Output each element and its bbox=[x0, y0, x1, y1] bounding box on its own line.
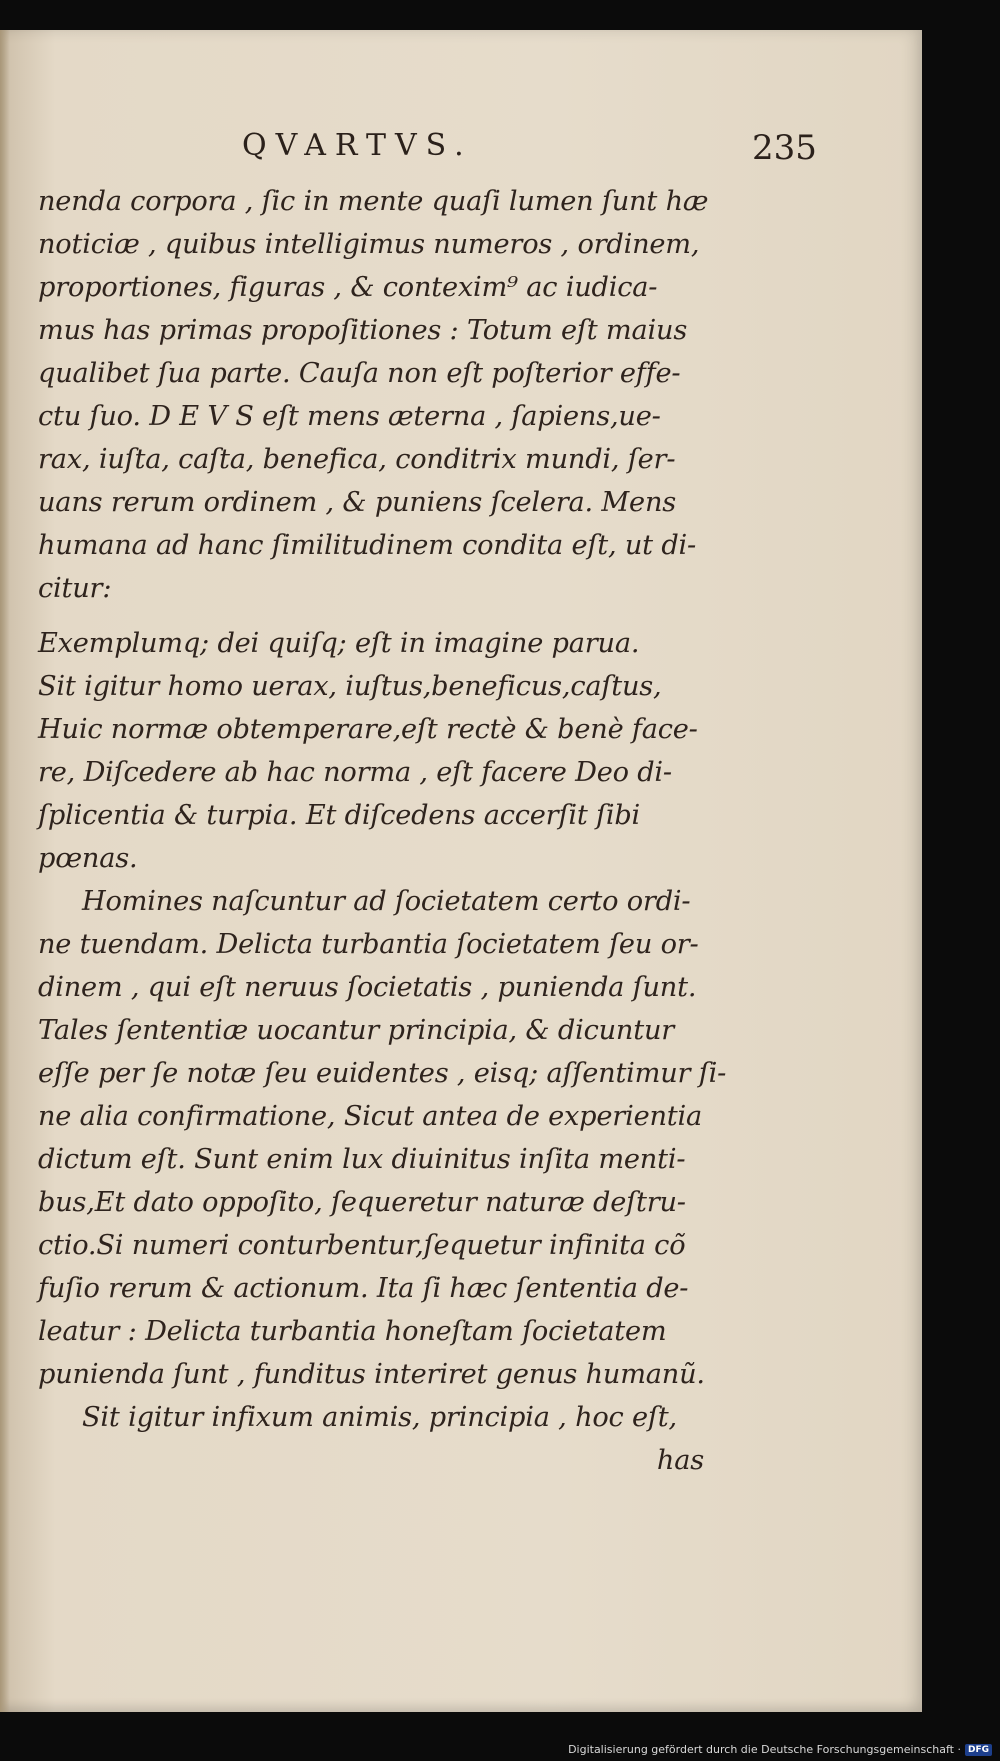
credit-text: Digitalisierung gefördert durch die Deutsche Forschungsgemeinschaft · bbox=[568, 1743, 961, 1756]
text-line: mus has primas propoſitiones : Totum eſt maius bbox=[38, 315, 688, 346]
text-line: pœnas. bbox=[38, 843, 138, 874]
text-line: Tales ſententiæ uocantur principia, & dicuntur bbox=[38, 1015, 675, 1046]
text-line: rax, iuſta, caſta, benefica, conditrix mundi, ſer- bbox=[38, 444, 676, 475]
text-line: uans rerum ordinem , & puniens ſcelera. Mens bbox=[38, 487, 677, 518]
dfg-logo: DFG bbox=[965, 1744, 992, 1756]
text-line: Exemplumq; dei quiſq; eſt in imagine parua. bbox=[38, 628, 640, 659]
running-head-title: QVARTVS. bbox=[242, 128, 473, 163]
text-line: qualibet ſua parte. Cauſa non eſt poſterior effe- bbox=[38, 358, 681, 389]
digitization-credit bbox=[568, 1743, 992, 1756]
text-line: bus,Et dato oppoſito, ſequeretur naturæ deſtru- bbox=[38, 1187, 686, 1218]
text-line: proportiones, figuras , & contexim⁹ ac iudica- bbox=[38, 272, 658, 303]
text-line: citur: bbox=[38, 573, 112, 604]
text-line: dictum eſt. Sunt enim lux diuinitus inſita menti- bbox=[38, 1144, 686, 1175]
text-line: noticiæ , quibus intelligimus numeros , ordinem, bbox=[38, 229, 700, 260]
text-line: ctio.Si numeri conturbentur,ſequetur infinita cõ bbox=[38, 1230, 686, 1261]
text-line: Huic normæ obtemperare,eſt rectè & benè face- bbox=[38, 714, 698, 745]
page-gutter-shadow bbox=[0, 30, 10, 1712]
running-head bbox=[0, 100, 1000, 168]
text-line: Sit igitur infixum animis, principia , hoc eſt, bbox=[82, 1402, 677, 1433]
text-line: leatur : Delicta turbantia honeſtam ſocietatem bbox=[38, 1316, 667, 1347]
text-line: has bbox=[656, 1445, 704, 1476]
text-line: Sit igitur homo uerax, iuſtus,beneficus,caſtus, bbox=[38, 671, 662, 702]
text-line: fuſio rerum & actionum. Ita ſi hæc ſententia de- bbox=[38, 1273, 689, 1304]
text-line: ſplicentia & turpia. Et diſcedens accerſit ſibi bbox=[38, 800, 641, 831]
text-line: eſſe per ſe notæ ſeu euidentes , eisq; aſſentimur ſi- bbox=[38, 1058, 727, 1089]
text-line: punienda ſunt , funditus interiret genus humanũ. bbox=[38, 1359, 705, 1390]
text-line: humana ad hanc ſimilitudinem condita eſt, ut di- bbox=[38, 530, 697, 561]
text-line: Homines naſcuntur ad ſocietatem certo ordi- bbox=[82, 886, 691, 917]
text-line: ne alia confirmatione, Sicut antea de experientia bbox=[38, 1101, 702, 1132]
text-line: re, Diſcedere ab hac norma , eſt facere Deo di- bbox=[38, 757, 672, 788]
text-line: dinem , qui eſt neruus ſocietatis , punienda ſunt. bbox=[38, 972, 697, 1003]
text-line: nenda corpora , ſic in mente quaſi lumen ſunt hæ bbox=[38, 186, 709, 217]
page-number: 235 bbox=[752, 128, 817, 168]
text-line: ne tuendam. Delicta turbantia ſocietatem ſeu or- bbox=[38, 929, 699, 960]
text-line: ctu ſuo. D E V S eſt mens æterna , ſapiens,ue- bbox=[38, 401, 661, 432]
text-body bbox=[38, 180, 727, 1482]
